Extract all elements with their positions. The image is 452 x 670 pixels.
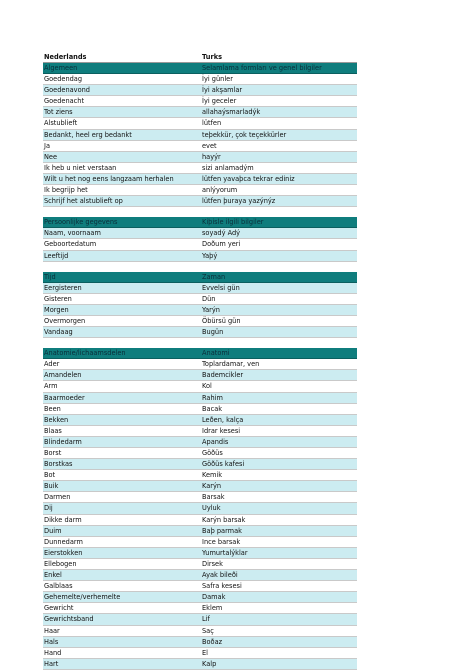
cell-dutch: Been <box>44 404 61 413</box>
table-row <box>43 130 357 141</box>
table-row <box>43 152 357 163</box>
cell-turkish: Dirsek <box>202 559 223 568</box>
cell-dutch: Blaas <box>44 426 62 435</box>
group-spacer <box>43 207 357 217</box>
cell-dutch: Ja <box>44 141 50 150</box>
cell-dutch: Darmen <box>44 493 71 502</box>
table-row <box>43 305 357 316</box>
cell-dutch: Borstkas <box>44 460 73 469</box>
table-row <box>43 459 357 470</box>
table-row <box>43 448 357 459</box>
cell-turkish: Yumurtalýklar <box>202 548 248 557</box>
table-row <box>43 96 357 107</box>
cell-turkish: Bademcikler <box>202 371 244 380</box>
cell-turkish: Apandis <box>202 437 229 446</box>
table-row <box>43 316 357 327</box>
cell-dutch: Buik <box>44 482 59 491</box>
table-row <box>43 228 357 239</box>
table-row <box>43 381 357 392</box>
cell-turkish: evet <box>202 141 217 150</box>
cell-turkish: hayýr <box>202 152 221 161</box>
cell-turkish: Göðüs kafesi <box>202 460 245 469</box>
cell-turkish: Yarýn <box>202 305 220 314</box>
cell-turkish: Dün <box>202 294 216 303</box>
cell-dutch: Ik begrijp het <box>44 186 88 195</box>
table-row <box>43 637 357 648</box>
cell-turkish: Toplardamar, ven <box>202 360 260 369</box>
table-row <box>43 470 357 481</box>
cell-dutch: Eierstokken <box>44 548 83 557</box>
cell-dutch: Bedankt, heel erg bedankt <box>44 130 132 139</box>
cell-turkish: anlýyorum <box>202 186 238 195</box>
cell-dutch: Tot ziens <box>44 108 73 117</box>
header-col-turkish: Turks <box>202 53 223 61</box>
cell-dutch: Goedenavond <box>44 86 90 95</box>
cell-turkish: soyadý Adý <box>202 229 241 238</box>
cell-turkish: Eklem <box>202 604 223 613</box>
cell-dutch: Bot <box>44 471 56 480</box>
table-row <box>43 174 357 185</box>
cell-dutch: Ellebogen <box>44 559 77 568</box>
cell-dutch: Nee <box>44 152 58 161</box>
section-header <box>43 272 357 283</box>
table-header <box>43 52 357 63</box>
table-row <box>43 327 357 338</box>
table-row <box>43 592 357 603</box>
table-row <box>43 185 357 196</box>
cell-dutch: Gisteren <box>44 294 72 303</box>
cell-dutch: Arm <box>44 382 58 391</box>
cell-turkish: Leðen, kalça <box>202 415 244 424</box>
table-row <box>43 370 357 381</box>
vocabulary-table <box>43 52 357 670</box>
cell-turkish: Öbürsü gün <box>202 316 241 325</box>
table-row <box>43 659 357 670</box>
table-row <box>43 294 357 305</box>
cell-dutch: Wilt u het nog eens langzaam herhalen <box>44 174 174 183</box>
cell-turkish: Idrar kesesi <box>202 426 241 435</box>
cell-dutch: Duim <box>44 526 62 535</box>
section-title-turkish: Selamlama formları ve genel bilgiler <box>202 64 322 72</box>
table-row <box>43 570 357 581</box>
cell-turkish: Baþ parmak <box>202 526 242 535</box>
section-title-turkish: Anatomi <box>202 349 230 358</box>
cell-turkish: Göðüs <box>202 449 223 457</box>
table-row <box>43 537 357 548</box>
group-spacer <box>43 262 357 272</box>
section-title-dutch: Algemeen <box>44 64 78 72</box>
cell-turkish: sizi anlamadým <box>202 163 254 172</box>
section-header <box>43 348 357 359</box>
cell-dutch: Baarmoeder <box>44 393 85 402</box>
table-row <box>43 163 357 174</box>
table-row <box>43 526 357 537</box>
table-row <box>43 581 357 592</box>
cell-dutch: Gewricht <box>44 604 74 613</box>
cell-turkish: İyi günler <box>202 75 233 84</box>
cell-dutch: Goedendag <box>44 75 83 84</box>
cell-turkish: Kemik <box>202 471 223 480</box>
cell-turkish: El <box>202 648 208 657</box>
cell-turkish: Evvelsi gün <box>202 283 240 292</box>
section-title-turkish: Kiþisle ilgili bilgiler <box>202 218 264 227</box>
table-row <box>43 648 357 659</box>
table-row <box>43 239 357 250</box>
cell-dutch: Gewrichtsband <box>44 615 94 624</box>
cell-dutch: Overmorgen <box>44 316 86 325</box>
cell-turkish: Uyluk <box>202 504 221 513</box>
table-row <box>43 196 357 207</box>
table-row <box>43 283 357 294</box>
cell-dutch: Eergisteren <box>44 283 82 292</box>
table-row <box>43 74 357 85</box>
cell-dutch: Blindedarm <box>44 437 82 446</box>
cell-dutch: Borst <box>44 449 62 457</box>
table-row <box>43 426 357 437</box>
cell-turkish: Yaþý <box>202 251 218 260</box>
section-title-turkish: Zaman <box>202 272 226 281</box>
table-row <box>43 626 357 637</box>
table-row <box>43 118 357 129</box>
cell-turkish: Bugün <box>202 328 224 337</box>
cell-turkish: Ince barsak <box>202 537 241 546</box>
table-row <box>43 107 357 118</box>
cell-dutch: Dunnedarm <box>44 537 83 546</box>
cell-dutch: Amandelen <box>44 371 82 380</box>
table-row <box>43 359 357 370</box>
section-title-dutch: Persoonlijke gegevens <box>44 218 118 227</box>
cell-dutch: Hals <box>44 637 59 646</box>
table-row <box>43 548 357 559</box>
cell-dutch: Leeftijd <box>44 251 69 260</box>
cell-turkish: Ayak bileði <box>202 571 238 580</box>
cell-turkish: Kol <box>202 382 212 391</box>
cell-turkish: Bacak <box>202 404 223 413</box>
cell-dutch: Bekken <box>44 415 69 424</box>
header-col-dutch: Nederlands <box>44 53 87 61</box>
section-header <box>43 63 357 74</box>
table-row <box>43 393 357 404</box>
cell-turkish: Rahim <box>202 393 223 402</box>
table-row <box>43 141 357 152</box>
cell-turkish: Boðaz <box>202 637 223 646</box>
cell-turkish: İyi akşamlar <box>202 86 243 95</box>
cell-turkish: Karýn <box>202 482 222 491</box>
cell-turkish: lütfen <box>202 119 222 128</box>
cell-turkish: teþekkür, çok teçekkürler <box>202 130 287 139</box>
cell-dutch: Dij <box>44 504 53 513</box>
cell-dutch: Galblaas <box>44 582 73 591</box>
table-row <box>43 85 357 96</box>
cell-turkish: lütfen þuraya yazýnýz <box>202 197 276 206</box>
cell-turkish: Karýn barsak <box>202 515 246 524</box>
table-row <box>43 415 357 426</box>
section-header <box>43 217 357 228</box>
cell-turkish: Doðum yeri <box>202 240 241 249</box>
section-title-dutch: Tijd <box>44 272 56 281</box>
cell-turkish: İyi geceler <box>202 97 237 106</box>
cell-dutch: Geboortedatum <box>44 240 97 249</box>
table-row <box>43 603 357 614</box>
cell-turkish: Damak <box>202 593 226 602</box>
cell-dutch: Hart <box>44 659 59 668</box>
cell-turkish: allahaýsmarladýk <box>202 108 261 117</box>
section-title-dutch: Anatomie/lichaamsdelen <box>44 349 126 358</box>
cell-turkish: Lif <box>202 615 210 624</box>
cell-turkish: Kalp <box>202 659 217 668</box>
cell-turkish: lütfen yavaþca tekrar ediniz <box>202 174 295 183</box>
table-row <box>43 404 357 415</box>
table-row <box>43 515 357 526</box>
table-row <box>43 503 357 514</box>
cell-dutch: Goedenacht <box>44 97 85 106</box>
cell-dutch: Vandaag <box>44 328 73 337</box>
cell-dutch: Enkel <box>44 571 62 580</box>
cell-dutch: Ik heb u niet verstaan <box>44 163 117 172</box>
table-row <box>43 437 357 448</box>
cell-dutch: Dikke darm <box>44 515 82 524</box>
cell-dutch: Haar <box>44 626 60 635</box>
table-row <box>43 481 357 492</box>
table-row <box>43 614 357 625</box>
cell-turkish: Saç <box>202 626 214 635</box>
cell-dutch: Gehemelte/verhemelte <box>44 593 121 602</box>
cell-turkish: Barsak <box>202 493 225 502</box>
cell-dutch: Hand <box>44 648 62 657</box>
table-row <box>43 559 357 570</box>
group-spacer <box>43 338 357 348</box>
cell-turkish: Safra kesesi <box>202 582 242 591</box>
cell-dutch: Morgen <box>44 305 69 314</box>
cell-dutch: Naam, voornaam <box>44 229 101 238</box>
cell-dutch: Alstublieft <box>44 119 78 128</box>
table-row <box>43 251 357 262</box>
cell-dutch: Ader <box>44 360 60 369</box>
table-row <box>43 492 357 503</box>
cell-dutch: Schrijf het alstublieft op <box>44 197 123 206</box>
